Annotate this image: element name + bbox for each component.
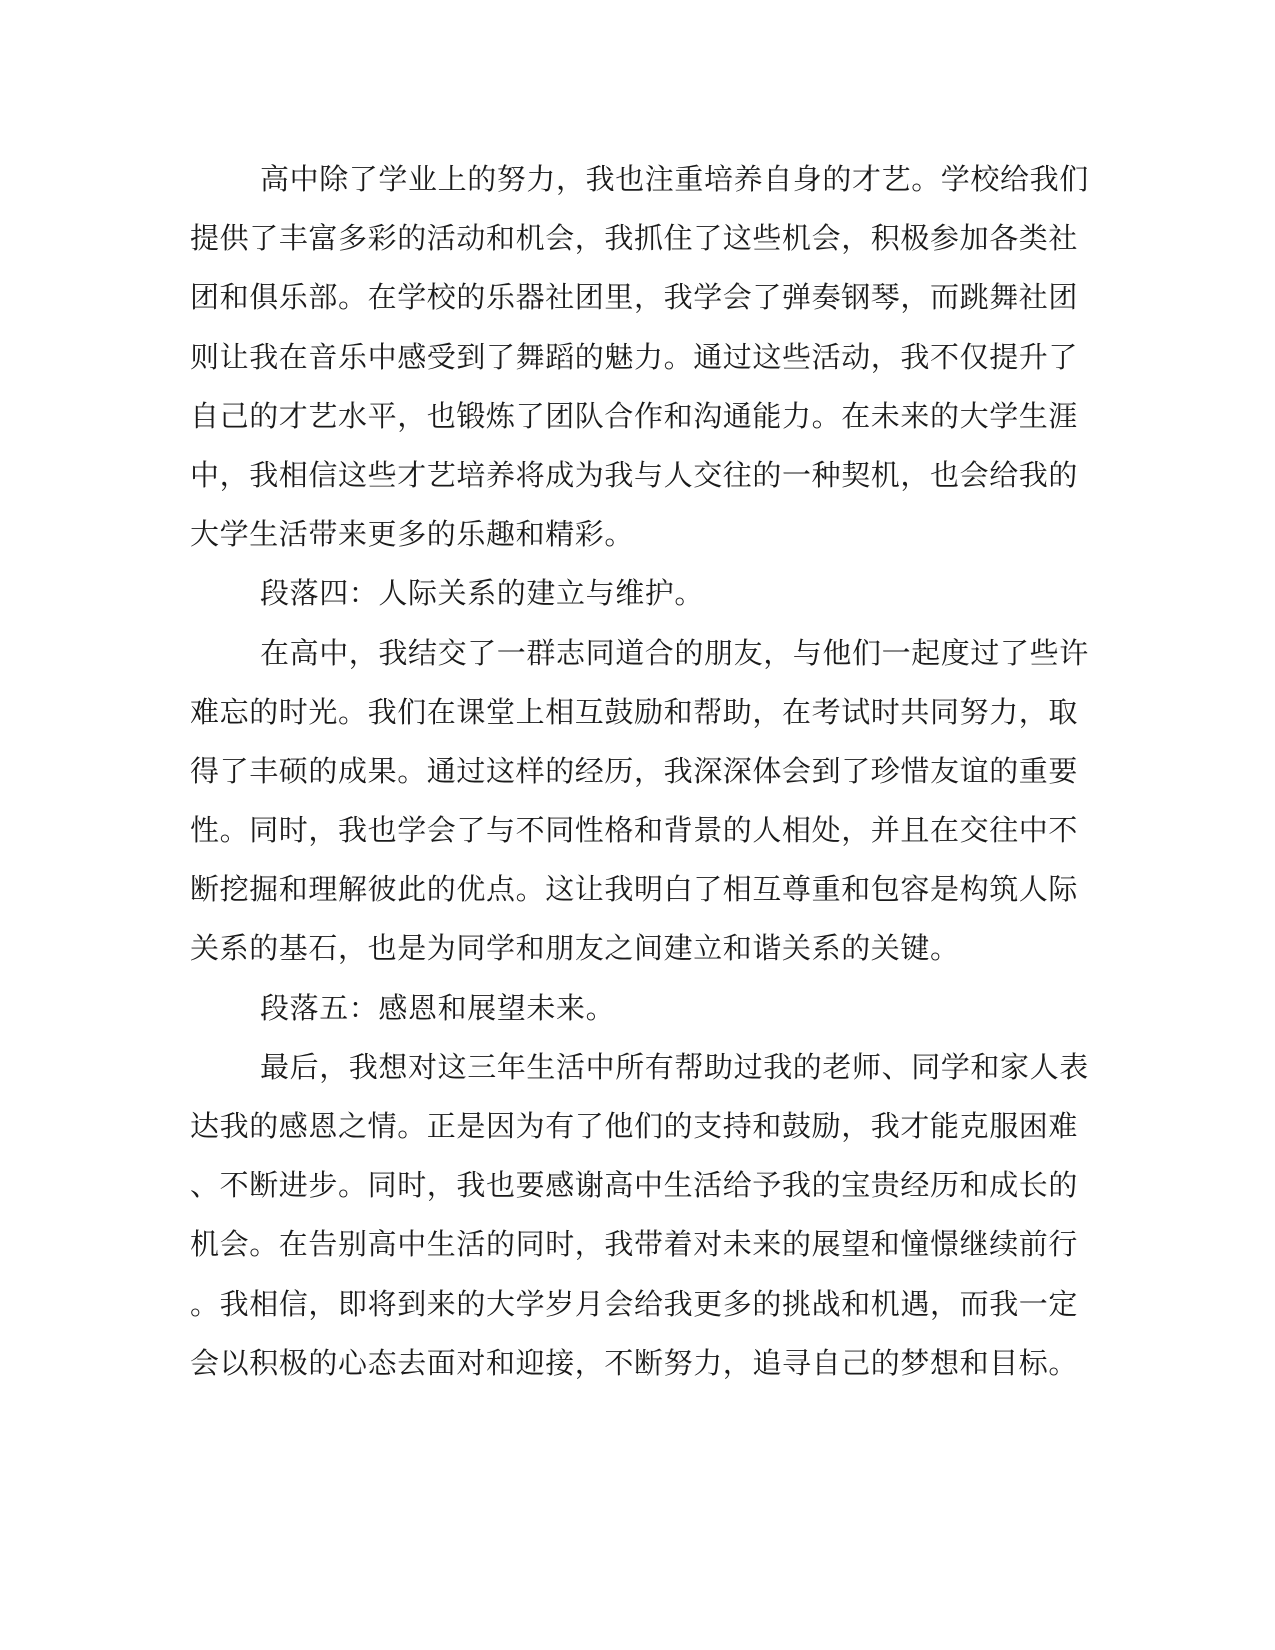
paragraph-line: 中，我相信这些才艺培养将成为我与人交往的一种契机，也会给我的 xyxy=(190,457,1079,492)
paragraph-line: 关系的基石，也是为同学和朋友之间建立和谐关系的关键。 xyxy=(190,931,960,966)
paragraph-line: 提供了丰富多彩的活动和机会，我抓住了这些机会，积极参加各类社 xyxy=(190,221,1079,256)
section-heading-4 xyxy=(190,564,1070,623)
paragraph-line: 会以积极的心态去面对和迎接，不断努力，追寻自己的梦想和目标。 xyxy=(190,1345,1079,1380)
paragraph-line: 断挖掘和理解彼此的优点。这让我明白了相互尊重和包容是构筑人际 xyxy=(190,872,1079,907)
paragraph-line: 大学生活带来更多的乐趣和精彩。 xyxy=(190,517,635,552)
document-body xyxy=(190,150,1089,1393)
section-heading: 段落五：感恩和展望未来。 xyxy=(260,990,616,1025)
paragraph-line: 在高中，我结交了一群志同道合的朋友，与他们一起度过了些许 xyxy=(260,635,1089,670)
paragraph-line: 则让我在音乐中感受到了舞蹈的魅力。通过这些活动，我不仅提升了 xyxy=(190,339,1079,374)
paragraph-line: 难忘的时光。我们在课堂上相互鼓励和帮助，在考试时共同努力，取 xyxy=(190,694,1079,729)
paragraph-line: 、不断进步。同时，我也要感谢高中生活给予我的宝贵经历和成长的 xyxy=(190,1168,1079,1203)
paragraph-gratitude xyxy=(190,1038,1089,1393)
paragraph-line: 得了丰硕的成果。通过这样的经历，我深深体会到了珍惜友谊的重要 xyxy=(190,753,1079,788)
paragraph-line: 自己的才艺水平，也锻炼了团队合作和沟通能力。在未来的大学生涯 xyxy=(190,398,1079,433)
paragraph-line: 。我相信，即将到来的大学岁月会给我更多的挑战和机遇，而我一定 xyxy=(190,1286,1079,1321)
paragraph-line: 机会。在告别高中生活的同时，我带着对未来的展望和憧憬继续前行 xyxy=(190,1227,1079,1262)
section-heading: 段落四：人际关系的建立与维护。 xyxy=(260,576,705,611)
section-heading-5 xyxy=(190,979,1070,1038)
paragraph-line: 团和俱乐部。在学校的乐器社团里，我学会了弹奏钢琴，而跳舞社团 xyxy=(190,280,1079,315)
paragraph-line: 高中除了学业上的努力，我也注重培养自身的才艺。学校给我们 xyxy=(260,162,1089,196)
paragraph-relationships xyxy=(190,624,1089,979)
paragraph-line: 最后，我想对这三年生活中所有帮助过我的老师、同学和家人表 xyxy=(260,1049,1089,1084)
paragraph-line: 达我的感恩之情。正是因为有了他们的支持和鼓励，我才能克服困难 xyxy=(190,1109,1079,1143)
paragraph-line: 性。同时，我也学会了与不同性格和背景的人相处，并且在交往中不 xyxy=(190,813,1079,848)
paragraph-arts xyxy=(190,150,1089,564)
